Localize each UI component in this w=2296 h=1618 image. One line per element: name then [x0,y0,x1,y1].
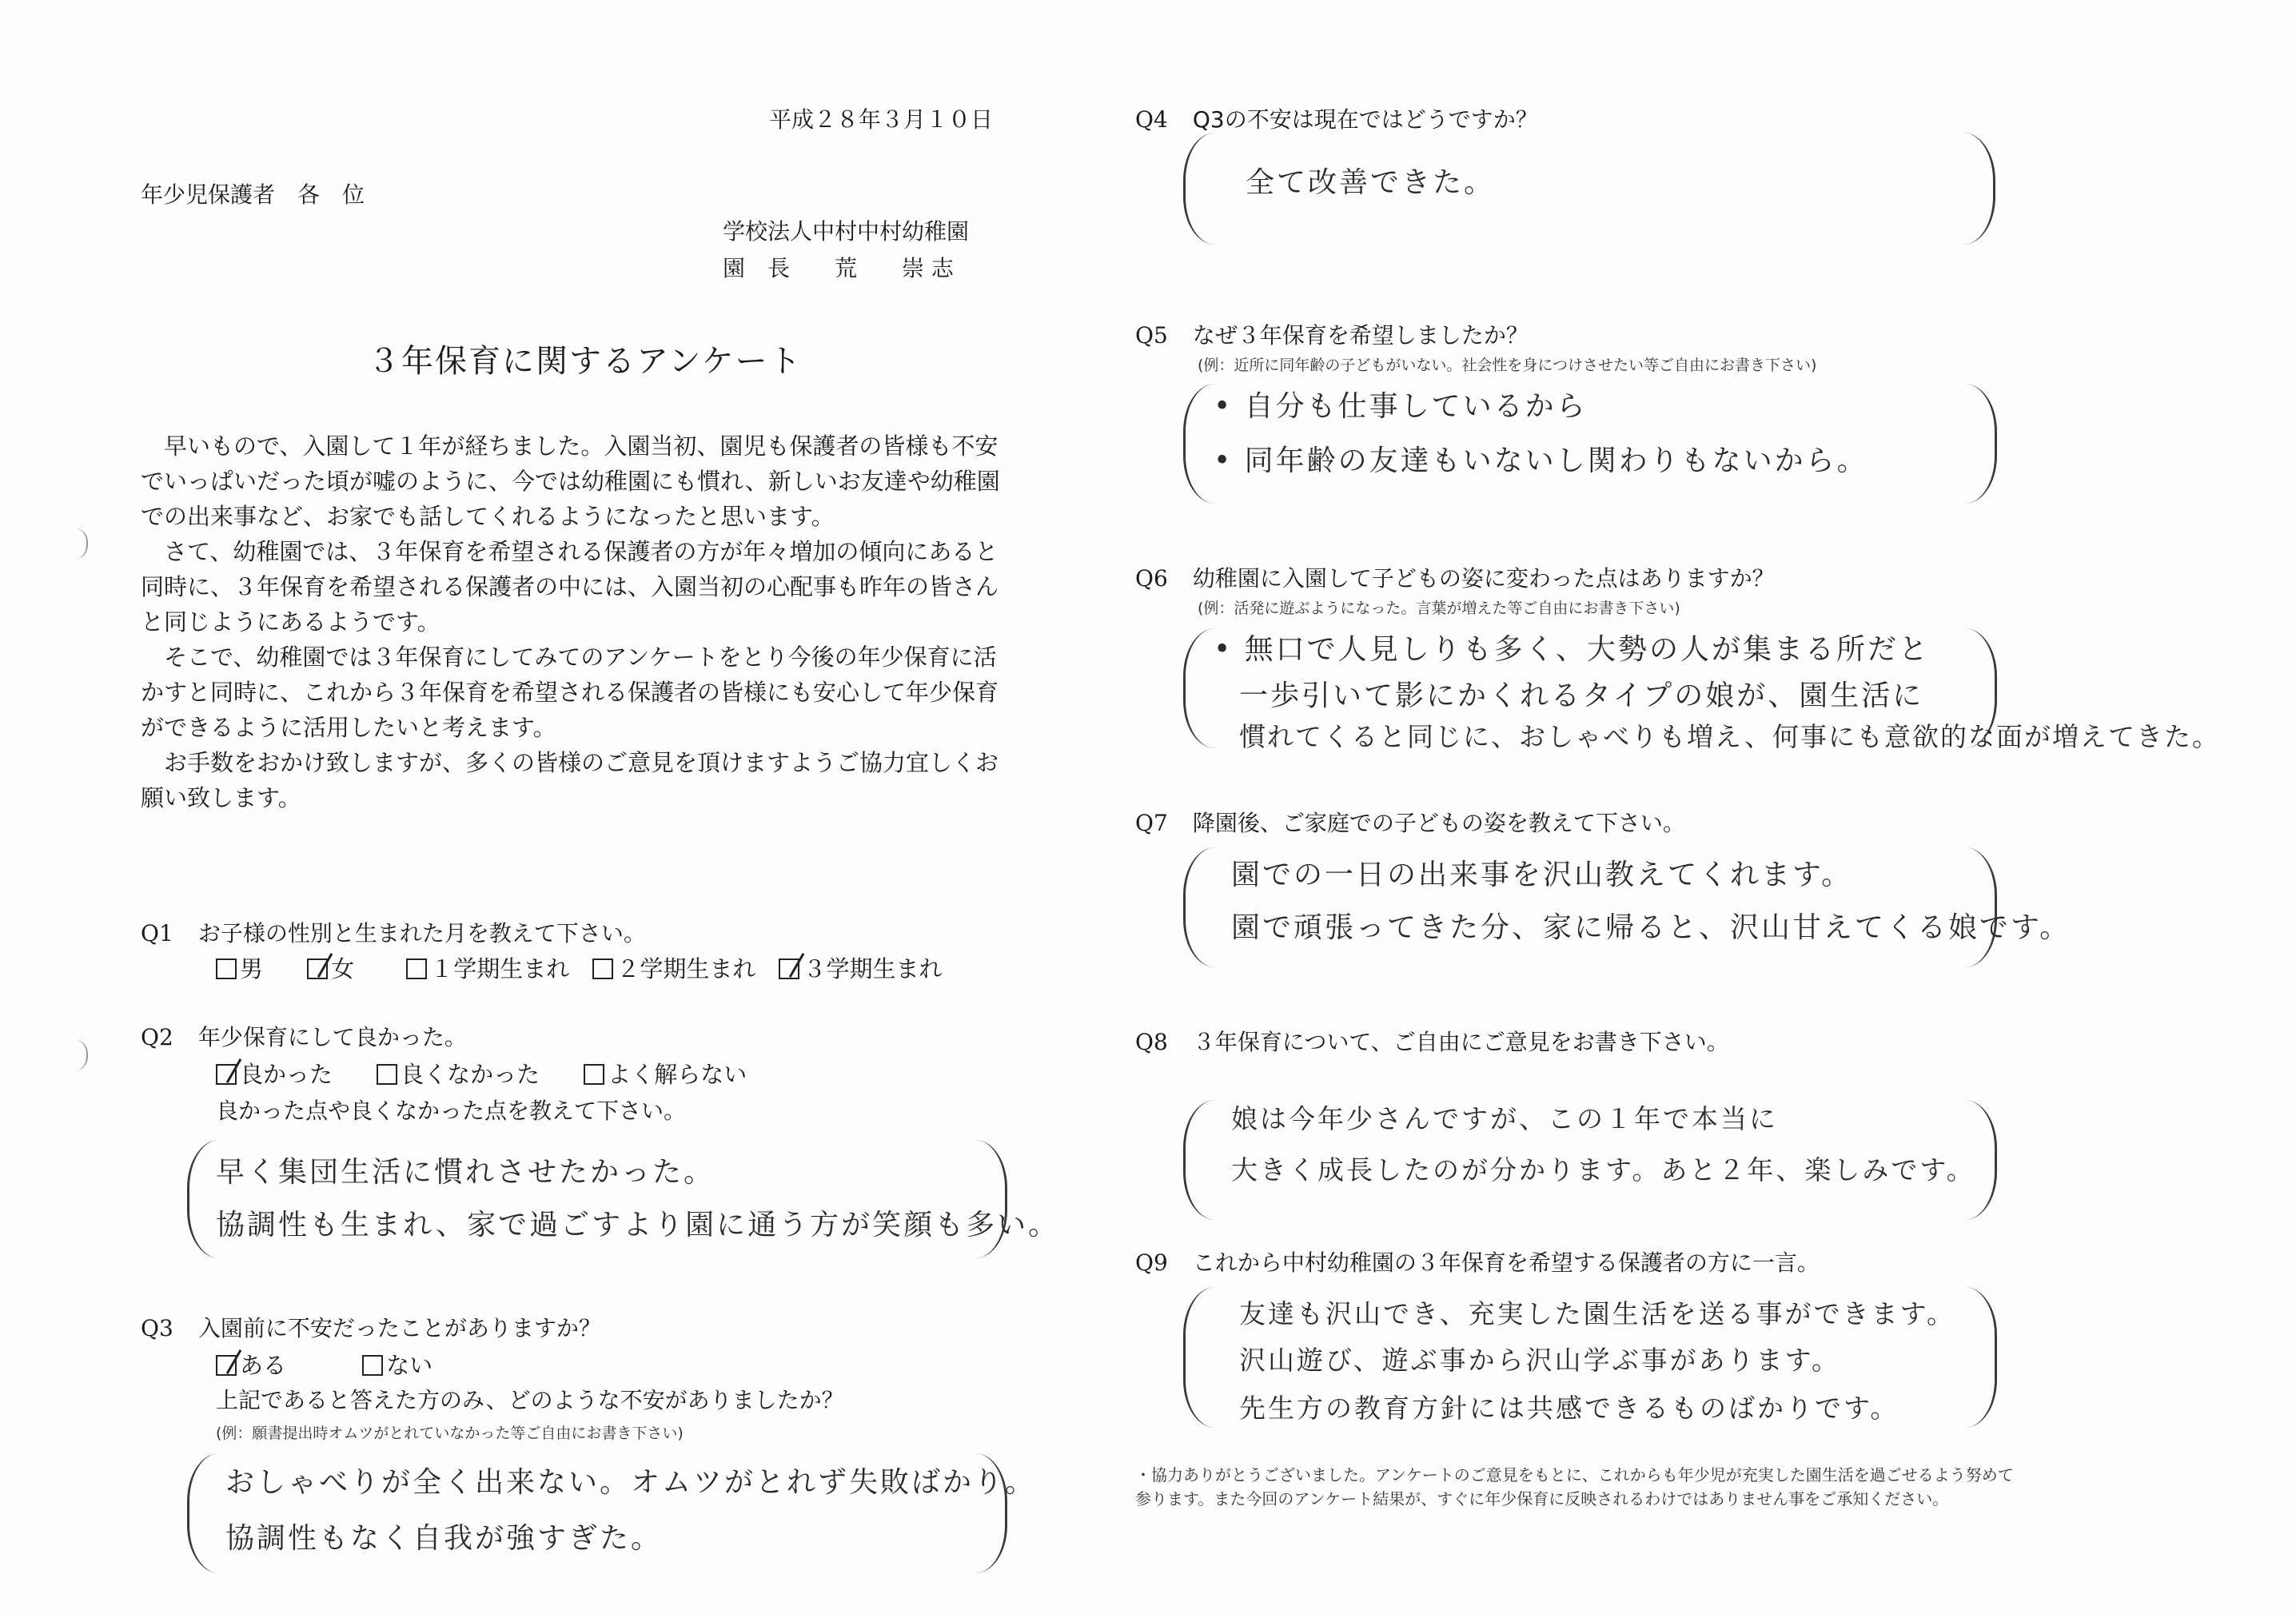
q2-subquestion: 良かった点や良くなかった点を教えて下さい。 [216,1098,687,1124]
intro-paragraph: さて、幼稚園では、３年保育を希望される保護者の方が年々増加の傾向にあると同時に、３年保育を希望される保護者の中には、入園当初の心配事も昨年の皆さんと同じようにあるようです。 [141,538,999,636]
q1-number: Q1 [141,920,173,946]
q2-option-good[interactable]: 良かった [216,1057,333,1090]
checkbox[interactable] [362,1355,383,1376]
q2-option-unsure[interactable]: よく解らない [584,1057,747,1090]
q7-question [1135,806,1685,838]
q8-number: Q8 [1135,1029,1168,1055]
q4-question [1135,102,1538,134]
q3-number: Q3 [141,1315,173,1341]
intro-paragraph: 早いもので、入園して１年が経ちました。入園当初、園児も保護者の皆様も不安でいっぱいだった頃が嘘のように、今では幼稚園にも慣れ、新しいお友達や幼稚園での出来事など、お家でも話してくれるようになったと思います。 [141,432,1000,530]
q2-number: Q2 [141,1024,173,1050]
q7-answer-line: 園での一日の出来事を沢山教えてくれます。 [1231,859,1853,891]
q2-question [141,1020,467,1052]
sender-name: 園 長 荒 崇 志 [723,255,954,281]
q5-question [1135,318,1529,350]
q4-answer-line: 全て改善できた。 [1246,166,1496,199]
checkbox-checked[interactable] [307,958,328,979]
q6-number: Q6 [1135,565,1168,592]
checkbox-checked[interactable] [216,1355,237,1376]
q3-text: 入園前に不安だったことがありますか？ [197,1315,601,1341]
checkbox[interactable] [406,958,427,979]
q3-question [141,1311,601,1343]
checkbox[interactable] [592,958,613,979]
sender-org: 学校法人中村中村幼稚園 [723,218,970,245]
q5-number: Q5 [1135,322,1168,349]
binder-mark-bottom [74,1039,88,1071]
q6-answer-line: 一歩引いて影にかくれるタイプの娘が、園生活に [1239,679,1924,712]
q5-text: なぜ３年保育を希望しましたか？ [1192,322,1529,349]
q7-answer-line: 園で頑張ってきた分、家に帰ると、沢山甘えてくる娘です。 [1231,911,2071,944]
q9-number: Q9 [1135,1249,1168,1276]
checkbox[interactable] [584,1064,604,1085]
q4-number: Q4 [1135,106,1168,133]
q6-answer-line: 慣れてくると同じに、おしゃべりも増え、何事にも意欲的な面が増えてきた。 [1239,721,2220,752]
q3-example: (例：願書提出時オムツがとれていなかった等ご自由にお書き下さい) [216,1425,684,1442]
q1-option-male[interactable]: 男 [216,951,263,984]
checkbox[interactable] [216,958,237,979]
q3-options [216,1348,472,1381]
q6-question [1135,561,1775,593]
q1-question [141,916,646,948]
intro-paragraph: お手数をおかけ致しますが、多くの皆様のご意見を頂けますようご協力宜しくお願い致します。 [141,749,999,811]
document-date: 平成２８年３月１０日 [769,106,994,133]
addressee: 年少児保護者 各 位 [141,181,365,208]
q9-answer-line: 先生方の教育方針には共感できるものばかりです。 [1239,1393,1899,1424]
q5-example: (例：近所に同年齢の子どもがいない。社会性を身につけさせたい等ご自由にお書き下さい) [1198,357,1817,374]
q1-option-term2[interactable]: ２学期生まれ [592,951,755,984]
q6-example: (例：活発に遊ぶようになった。言葉が増えた等ご自由にお書き下さい) [1198,600,1680,617]
q9-answer-line: 友達も沢山でき、充実した園生活を送る事ができます。 [1239,1298,1956,1329]
q1-option-term3[interactable]: ３学期生まれ [779,951,942,984]
q7-text: 降園後、ご家庭での子どもの姿を教えて下さい。 [1192,810,1685,836]
q9-answer-line: 沢山遊び、遊ぶ事から沢山学ぶ事があります。 [1239,1345,1841,1376]
q4-text: Q3の不安は現在ではどうですか？ [1192,106,1538,133]
q3-option-no[interactable]: ない [362,1348,432,1381]
q8-answer-line: 大きく成長したのが分かります。あと２年、楽しみです。 [1231,1154,1975,1186]
checkbox[interactable] [377,1064,397,1085]
footer-note: ・協力ありがとうございました。アンケートのご意見をもとに、これからも年少児が充実した園生活を過ごせるよう努めて参ります。また今回のアンケート結果が、すぐに年少保育に反映されるわけではありません事をご承知ください。 [1135,1465,2014,1508]
checkbox-checked[interactable] [779,958,799,979]
q2-option-not-good[interactable]: 良くなかった [377,1057,540,1090]
q9-text: これから中村幼稚園の３年保育を希望する保護者の方に一言。 [1192,1249,1820,1276]
q3-subquestion: 上記であると答えた方のみ、どのような不安がありましたか？ [216,1387,844,1413]
checkbox-checked[interactable] [216,1064,237,1085]
q2-text: 年少保育にして良かった。 [197,1024,467,1050]
q6-text: 幼稚園に入園して子どもの姿に変わった点はありますか？ [1192,565,1775,592]
intro-paragraph: そこで、幼稚園では３年保育にしてみてのアンケートをとり今後の年少保育に活かすと同時に、これから３年保育を希望される保護者の皆様にも安心して年少保育ができるように活用したいと考えます。 [141,644,999,741]
q1-option-term1[interactable]: １学期生まれ [406,951,569,984]
q2-answer-line: 協調性も生まれ、家で過ごすより園に通う方が笑顔も多い。 [216,1209,1060,1241]
q2-answer-line: 早く集団生活に慣れさせたかった。 [216,1156,716,1189]
q8-answer-line: 娘は今年少さんですが、この１年で本当に [1231,1103,1778,1134]
q8-text: ３年保育について、ご自由にご意見をお書き下さい。 [1192,1029,1729,1055]
q1-text: お子様の性別と生まれた月を教えて下さい。 [197,920,646,946]
q9-question [1135,1245,1820,1277]
q3-option-yes[interactable]: ある [216,1348,286,1381]
q1-options [216,951,982,984]
q5-answer-line: • 同年齢の友達もいないし関わりもないから。 [1214,444,1868,477]
q1-option-female[interactable]: 女 [307,951,354,984]
q7-number: Q7 [1135,810,1168,836]
document-title: ３年保育に関するアンケート [368,343,803,380]
q3-answer-line: 協調性もなく自我が強すぎた。 [225,1522,663,1555]
q5-answer-line: • 自分も仕事しているから [1214,390,1588,423]
intro-text [141,428,1012,815]
q8-question [1135,1025,1729,1057]
binder-mark-top [74,528,88,560]
q2-options [216,1057,787,1090]
q6-answer-line: • 無口で人見しりも多く、大勢の人が集まる所だと [1214,633,1930,666]
q3-answer-line: おしゃべりが全く出来ない。オムツがとれず失敗ばかり。 [225,1466,1037,1499]
